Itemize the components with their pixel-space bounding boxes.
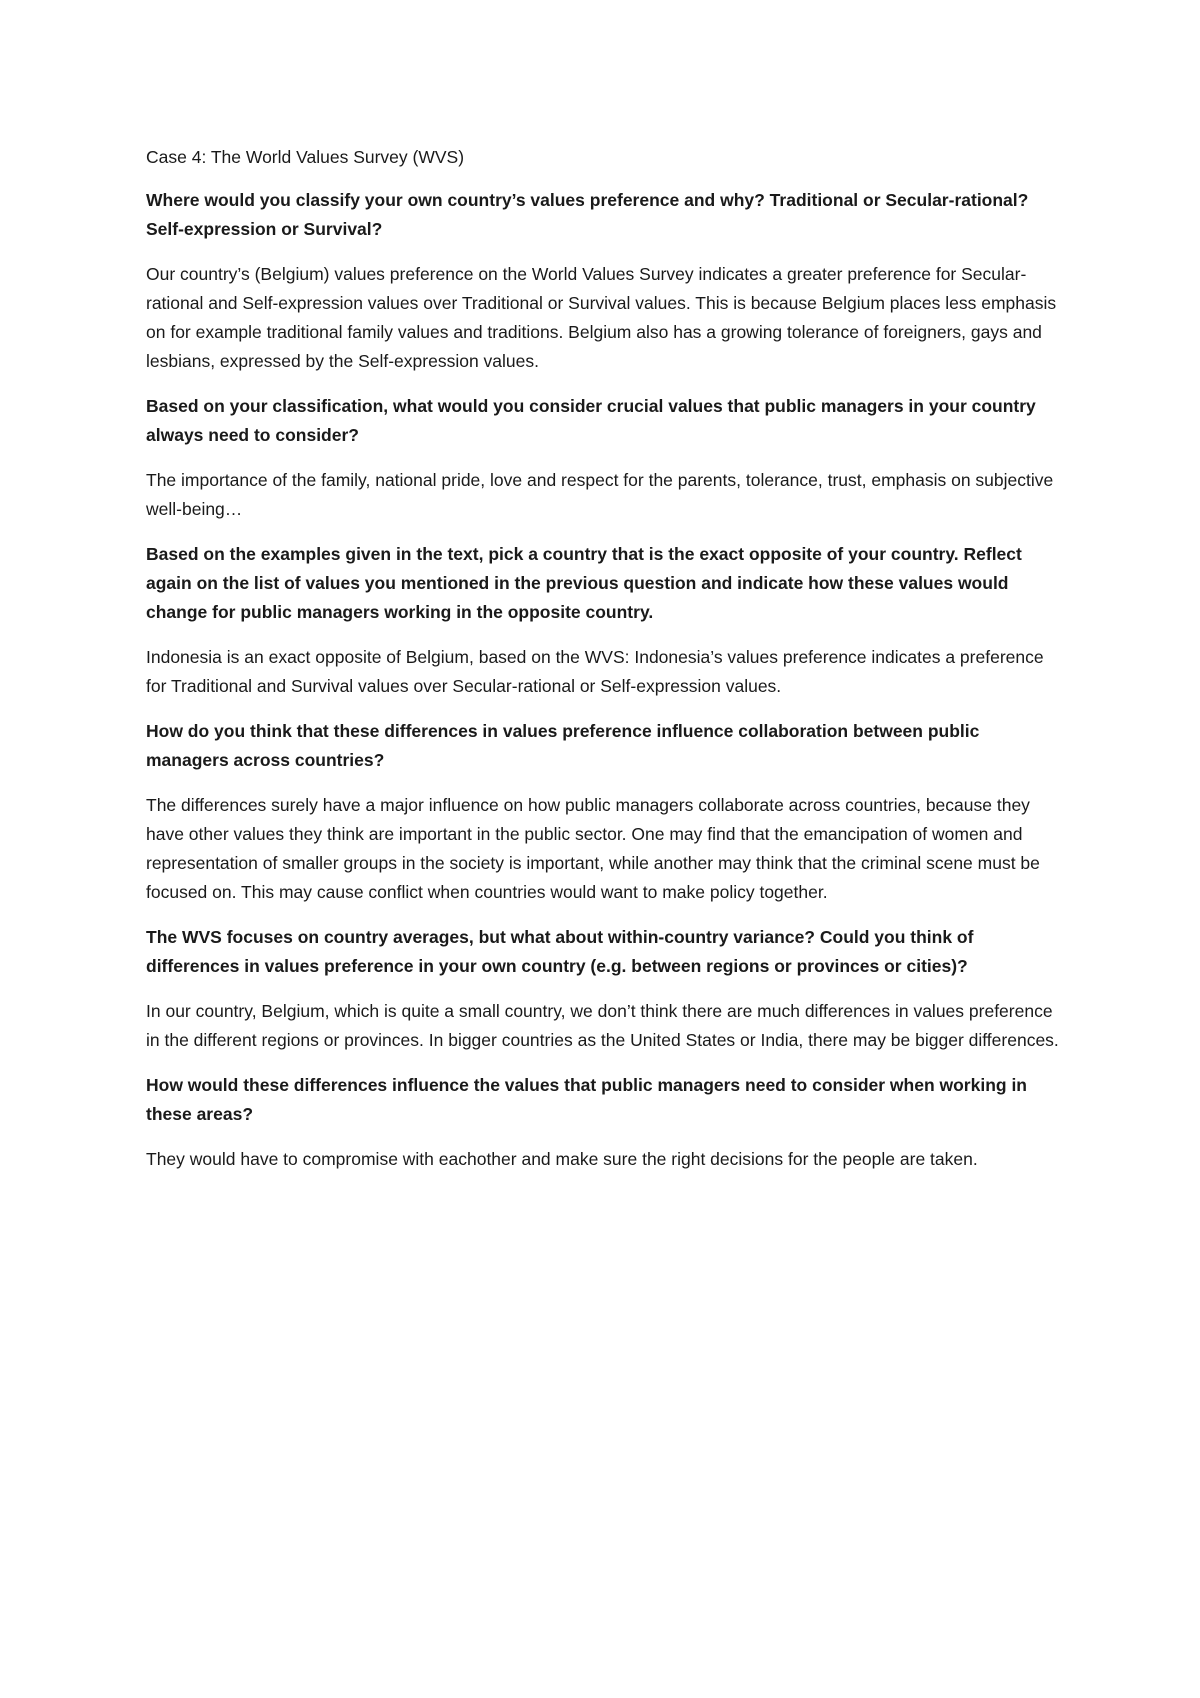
document-title: Case 4: The World Values Survey (WVS) — [146, 147, 465, 167]
question-3: Based on the examples given in the text, pick a country that is the exact opposite of your country. Reflect again on the list of values you mentioned in the previous question and indicate how these values would change for public managers working in the opposite country. — [146, 544, 1022, 622]
answer-6: They would have to compromise with eachother and make sure the right decisions for the people are taken. — [146, 1149, 978, 1169]
answer-1: Our country’s (Belgium) values preference on the World Values Survey indicates a greater preference for Secular-rational and Self-expression values over Traditional or Survival values. This is because Belgium places less emphasis on for example traditional family values and traditions. Belgium also has a growing tolerance of foreigners, gays and lesbians, expressed by the Self-expression values. — [146, 264, 1057, 371]
answer-4: The differences surely have a major influence on how public managers collaborate across countries, because they have other values they think are important in the public sector. One may find that the emancipation of women and representation of smaller groups in the society is important, while another may think that the criminal scene must be focused on. This may cause conflict when countries would want to make policy together. — [146, 795, 1040, 902]
answer-2: The importance of the family, national pride, love and respect for the parents, tolerance, trust, emphasis on subjective well-being… — [146, 470, 1054, 519]
question-2: Based on your classification, what would you consider crucial values that public managers in your country always need to consider? — [146, 396, 1036, 445]
answer-3: Indonesia is an exact opposite of Belgium, based on the WVS: Indonesia’s values preference indicates a preference for Traditional and Survival values over Secular-rational or Self-expression values. — [146, 647, 1044, 696]
question-1: Where would you classify your own country’s values preference and why? Traditional or Secular-rational? Self-expression or Survival? — [146, 190, 1029, 239]
question-4: How do you think that these differences in values preference influence collaboration between public managers across countries? — [146, 721, 980, 770]
question-5: The WVS focuses on country averages, but what about within-country variance? Could you think of differences in values preference in your own country (e.g. between regions or provinces or cities)? — [146, 927, 974, 976]
document-page — [146, 142, 1066, 1190]
answer-5: In our country, Belgium, which is quite a small country, we don’t think there are much differences in values preference in the different regions or provinces. In bigger countries as the United States or India, there may be bigger differences. — [146, 1001, 1059, 1050]
question-6: How would these differences influence the values that public managers need to consider when working in these areas? — [146, 1075, 1027, 1124]
